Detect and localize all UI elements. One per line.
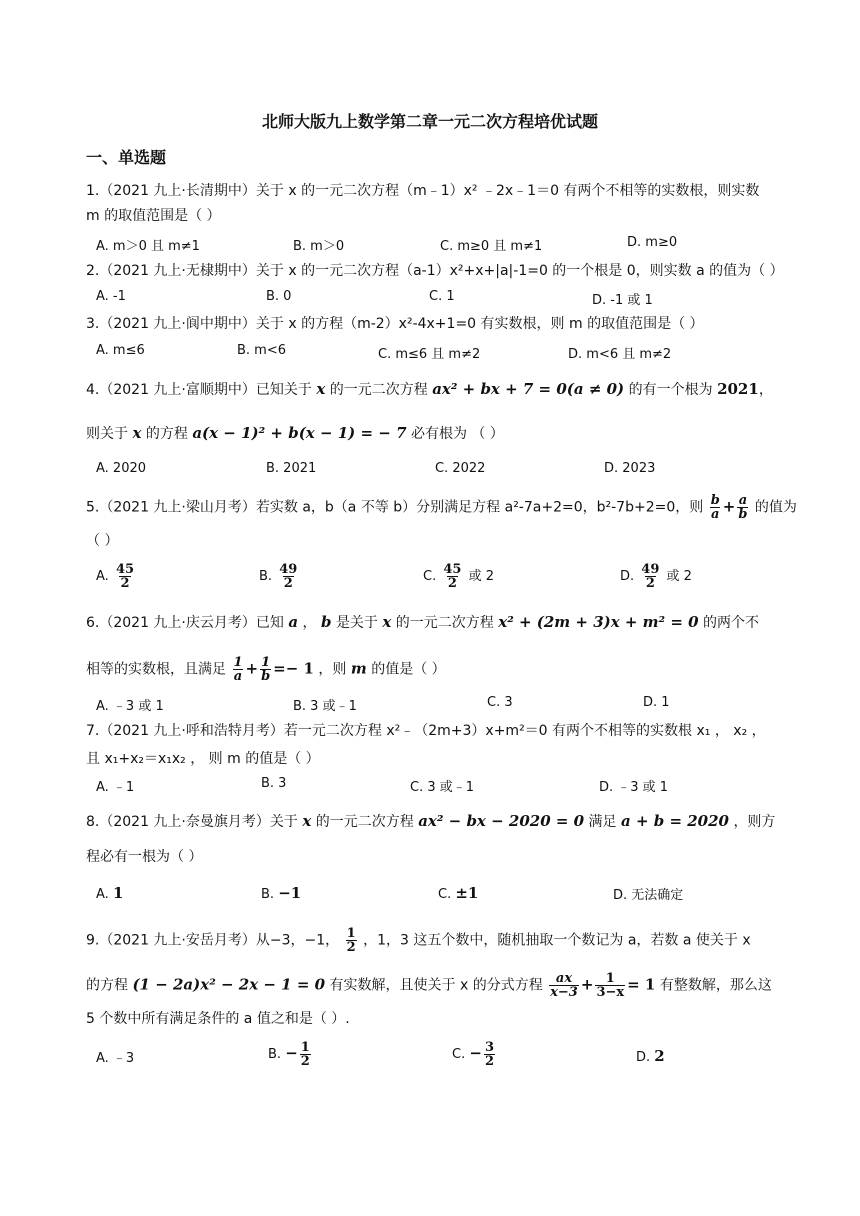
q6-plus: + [245,659,259,678]
q3-option-a: A. m≤6 [96,343,145,358]
q5-option-c-label: C. [423,569,437,584]
q5-option-b-denominator: 2 [283,576,293,591]
q4-equation-2: a(x − 1)² + b(x − 1) = − 7 [192,424,407,442]
question-3-line-1: 3.（2021 九上·阆中期中）关于 x 的方程（m-2）x²-4x+1=0 有实数根，则 m 的取值范围是（ ） [86,316,704,332]
q8-mid: 的一元二次方程 [315,814,414,830]
q2-option-c: C. 1 [429,289,455,304]
q4-var-x: x [316,380,326,398]
q5-fraction-a-over-b [737,494,748,521]
q6-line2-prefix: 相等的实数根，且满足 [86,661,226,678]
q5-option-c [423,563,494,590]
q9-frac1-numerator: ax [555,971,573,986]
q9-option-b-denominator: 2 [300,1054,310,1069]
q7-option-b: B. 3 [261,776,287,791]
question-7-line-1: 7.（2021 九上·呼和浩特月考）若一元二次方程 x²﹣（2m+3）x+m²＝0 有两个不相等的实数根 x₁ ， x₂ ， [86,723,766,739]
q3-option-d: D. m<6 且 m≠2 [568,347,672,362]
q6-var-b: b [320,613,332,631]
question-5-line-1 [86,494,797,521]
q9-fraction-ax [549,972,579,999]
q9-option-c [452,1041,497,1068]
q9-option-b-label: B. [268,1047,282,1062]
q5-frac2-denominator: b [738,507,748,522]
q5-option-a-numerator: 45 [115,562,135,577]
q6-equation: x² + (2m + 3)x + m² = 0 [498,613,699,631]
q9-line2-mid: 有实数解，且使关于 x 的分式方程 [329,977,543,994]
q5-option-c-fraction [442,563,462,590]
q9-option-b [268,1041,313,1068]
q4-var-x-2: x [132,424,142,442]
question-1-line-2: m 的取值范围是（ ） [86,208,221,224]
question-9-line-2 [86,972,772,999]
q5-option-b-label: B. [259,569,273,584]
q6-sep: ， [302,615,317,631]
q6-option-b: B. 3 或﹣1 [293,699,357,714]
q7-option-a: A. ﹣1 [96,780,135,795]
q6-frac-a-denominator: a [233,669,243,684]
q8-option-a-label: A. [96,887,109,902]
q4-equation: ax² + bx + 7 = 0(a ≠ 0) [432,380,625,398]
q9-fraction-1 [595,972,625,999]
q5-option-d-label: D. [620,569,635,584]
q5-option-d-fraction [640,563,660,590]
question-8-line-1 [86,811,775,832]
q5-option-c-numerator: 45 [443,562,462,577]
q9-option-d-math: 2 [654,1047,665,1065]
question-9-line-3: 5 个数中所有满足条件的 a 值之和是（ ）. [86,1011,350,1027]
q3-option-b: B. m<6 [237,343,287,358]
q8-option-c-math: ±1 [455,884,479,902]
q9-eq-rhs: = 1 [627,975,656,994]
q6-line2-mid: ，则 [318,661,347,678]
q6-prefix: 6.（2021 九上·庆云月考）已知 [86,615,284,631]
q3-option-c: C. m≤6 且 m≠2 [378,347,481,362]
q1-option-b: B. m＞0 [293,239,345,254]
q5-option-c-suffix: 或 2 [468,569,494,584]
q6-fraction-1-over-a [232,656,243,683]
q4-option-a: A. 2020 [96,461,147,476]
q6-option-c: C. 3 [487,695,513,710]
q8-condition: a + b = 2020 [621,812,729,830]
q6-frac-b-numerator: 1 [261,655,271,670]
q9-option-d-label: D. [636,1050,651,1065]
q9-equation: (1 − 2a)x² − 2x − 1 = 0 [132,975,326,994]
q9-option-a: A. ﹣3 [96,1051,135,1066]
q5-option-b-fraction [278,563,298,590]
q9-frac2-numerator: 1 [605,971,615,986]
q6-var-a: a [288,613,299,631]
q5-option-d-numerator: 49 [641,562,660,577]
q5-text: 5.（2021 九上·梁山月考）若实数 a，b（a 不等 b）分别满足方程 a²-7a+2=0，b²-7b+2=0，则 [86,499,704,516]
q9-frac1-denominator: x−3 [550,985,578,1000]
section-heading: 一、单选题 [86,148,167,167]
q4-prefix: 4.（2021 九上·富顺期中）已知关于 [86,382,312,398]
q5-option-d-denominator: 2 [645,576,655,591]
q5-plus: + [722,497,736,516]
q4-comma: ， [758,382,773,398]
q8-prefix: 8.（2021 九上·奈曼旗月考）关于 [86,814,298,830]
q9-line2-suffix: 有整数解，那么这 [659,977,772,994]
q6-suffix: 的两个不 [703,615,760,631]
q6-eq-rhs: =− 1 [273,659,314,678]
q9-option-b-fraction [300,1041,311,1068]
page-title: 北师大版九上数学第二章一元二次方程培优试题 [261,112,598,131]
q5-option-d-suffix: 或 2 [666,569,692,584]
q2-option-b: B. 0 [266,289,292,304]
q8-var-x: x [302,812,312,830]
question-1-line-1: 1.（2021 九上·长清期中）关于 x 的一元二次方程（m﹣1）x² ﹣2x﹣1＝0 有两个不相等的实数根，则实数 [86,183,760,199]
q5-frac1-denominator: a [711,507,720,522]
q6-var-m: m [350,659,367,678]
q6-mid2: 的一元二次方程 [395,615,494,631]
q6-option-d: D. 1 [643,695,670,710]
q5-option-a-denominator: 2 [120,576,130,591]
q2-option-a: A. -1 [96,289,126,304]
q8-option-b [261,884,301,902]
q9-option-c-fraction [484,1041,495,1068]
q1-option-d: D. m≥0 [627,235,678,250]
q9-option-d [636,1047,665,1065]
q9-line2-prefix: 的方程 [86,977,128,994]
q5-fraction-b-over-a [710,494,721,521]
q8-equation: ax² − bx − 2020 = 0 [418,812,585,830]
q5-frac1-numerator: b [710,493,720,508]
q6-frac-a-numerator: 1 [233,655,243,670]
q4-option-b: B. 2021 [266,461,317,476]
q5-suffix: 的值为 [754,499,797,516]
q1-option-c: C. m≥0 且 m≠1 [440,239,543,254]
question-5-line-2: （ ） [86,533,119,549]
question-6-line-1 [86,612,759,633]
q8-option-b-label: B. [261,887,275,902]
q6-mid: 是关于 [335,615,378,631]
q9-plus: + [580,975,594,994]
question-9-line-1 [86,927,751,954]
q4-line2-suffix: 必有根为 （ ） [410,426,504,442]
q8-option-c-label: C. [438,887,452,902]
q8-option-a-math: 1 [112,884,124,902]
q9-half-fraction [346,927,357,954]
q9-half-denominator: 2 [346,940,356,955]
q1-option-a: A. m＞0 且 m≠1 [96,239,200,254]
q9-option-c-sign: − [469,1044,482,1062]
q4-mid2: 的有一个根为 [628,382,713,398]
question-8-line-2: 程必有一根为（ ） [86,849,203,865]
q8-option-b-math: −1 [278,884,302,902]
q5-option-a-fraction [115,563,135,590]
q6-fraction-1-over-b [260,656,271,683]
q5-option-b-numerator: 49 [279,562,298,577]
q6-option-a: A. ﹣3 或 1 [96,699,164,714]
q9-half-numerator: 1 [346,926,356,941]
q8-suffix: ，则方 [733,814,776,830]
q4-option-c: C. 2022 [435,461,486,476]
q2-option-d: D. -1 或 1 [592,293,653,308]
question-6-line-2 [86,656,446,683]
q9-option-c-numerator: 3 [484,1040,494,1055]
q4-line2-prefix: 则关于 [86,426,128,442]
q8-option-c [438,884,478,902]
q9-prefix: 9.（2021 九上·安岳月考）从−3，−1， [86,932,340,949]
question-4-line-1 [86,379,773,400]
q6-var-x: x [382,613,392,631]
q8-option-d: D. 无法确定 [613,888,684,903]
q5-option-b [259,563,300,590]
q9-option-b-numerator: 1 [300,1040,310,1055]
question-4-line-2 [86,423,504,444]
question-2-line-1: 2.（2021 九上·无棣期中）关于 x 的一元二次方程（a-1）x²+x+|a|-1=0 的一个根是 0，则实数 a 的值为（ ） [86,263,784,279]
q8-mid2: 满足 [588,814,617,830]
q5-option-d [620,563,692,590]
q9-option-b-sign: − [285,1044,298,1062]
q8-option-a [96,884,123,902]
q4-line2-mid: 的方程 [145,426,188,442]
q9-frac2-denominator: 3−x [596,985,625,1000]
q5-frac2-numerator: a [738,493,748,508]
q9-suffix: ，1，3 这五个数中，随机抽取一个数记为 a，若数 a 使关于 x [363,932,751,949]
q4-mid: 的一元二次方程 [329,382,428,398]
q5-option-a-label: A. [96,569,109,584]
q4-root: 2021 [717,380,759,398]
q6-frac-b-denominator: b [261,669,271,684]
q9-option-c-label: C. [452,1047,466,1062]
q9-option-c-denominator: 2 [484,1054,494,1069]
q5-option-a [96,563,137,590]
q6-line2-suffix: 的值是（ ） [371,661,446,678]
q5-option-c-denominator: 2 [447,576,457,591]
q4-option-d: D. 2023 [604,461,656,476]
q7-option-d: D. ﹣3 或 1 [599,780,669,795]
question-7-line-2: 且 x₁+x₂＝x₁x₂ ， 则 m 的值是（ ） [86,751,320,767]
q7-option-c: C. 3 或﹣1 [410,780,475,795]
